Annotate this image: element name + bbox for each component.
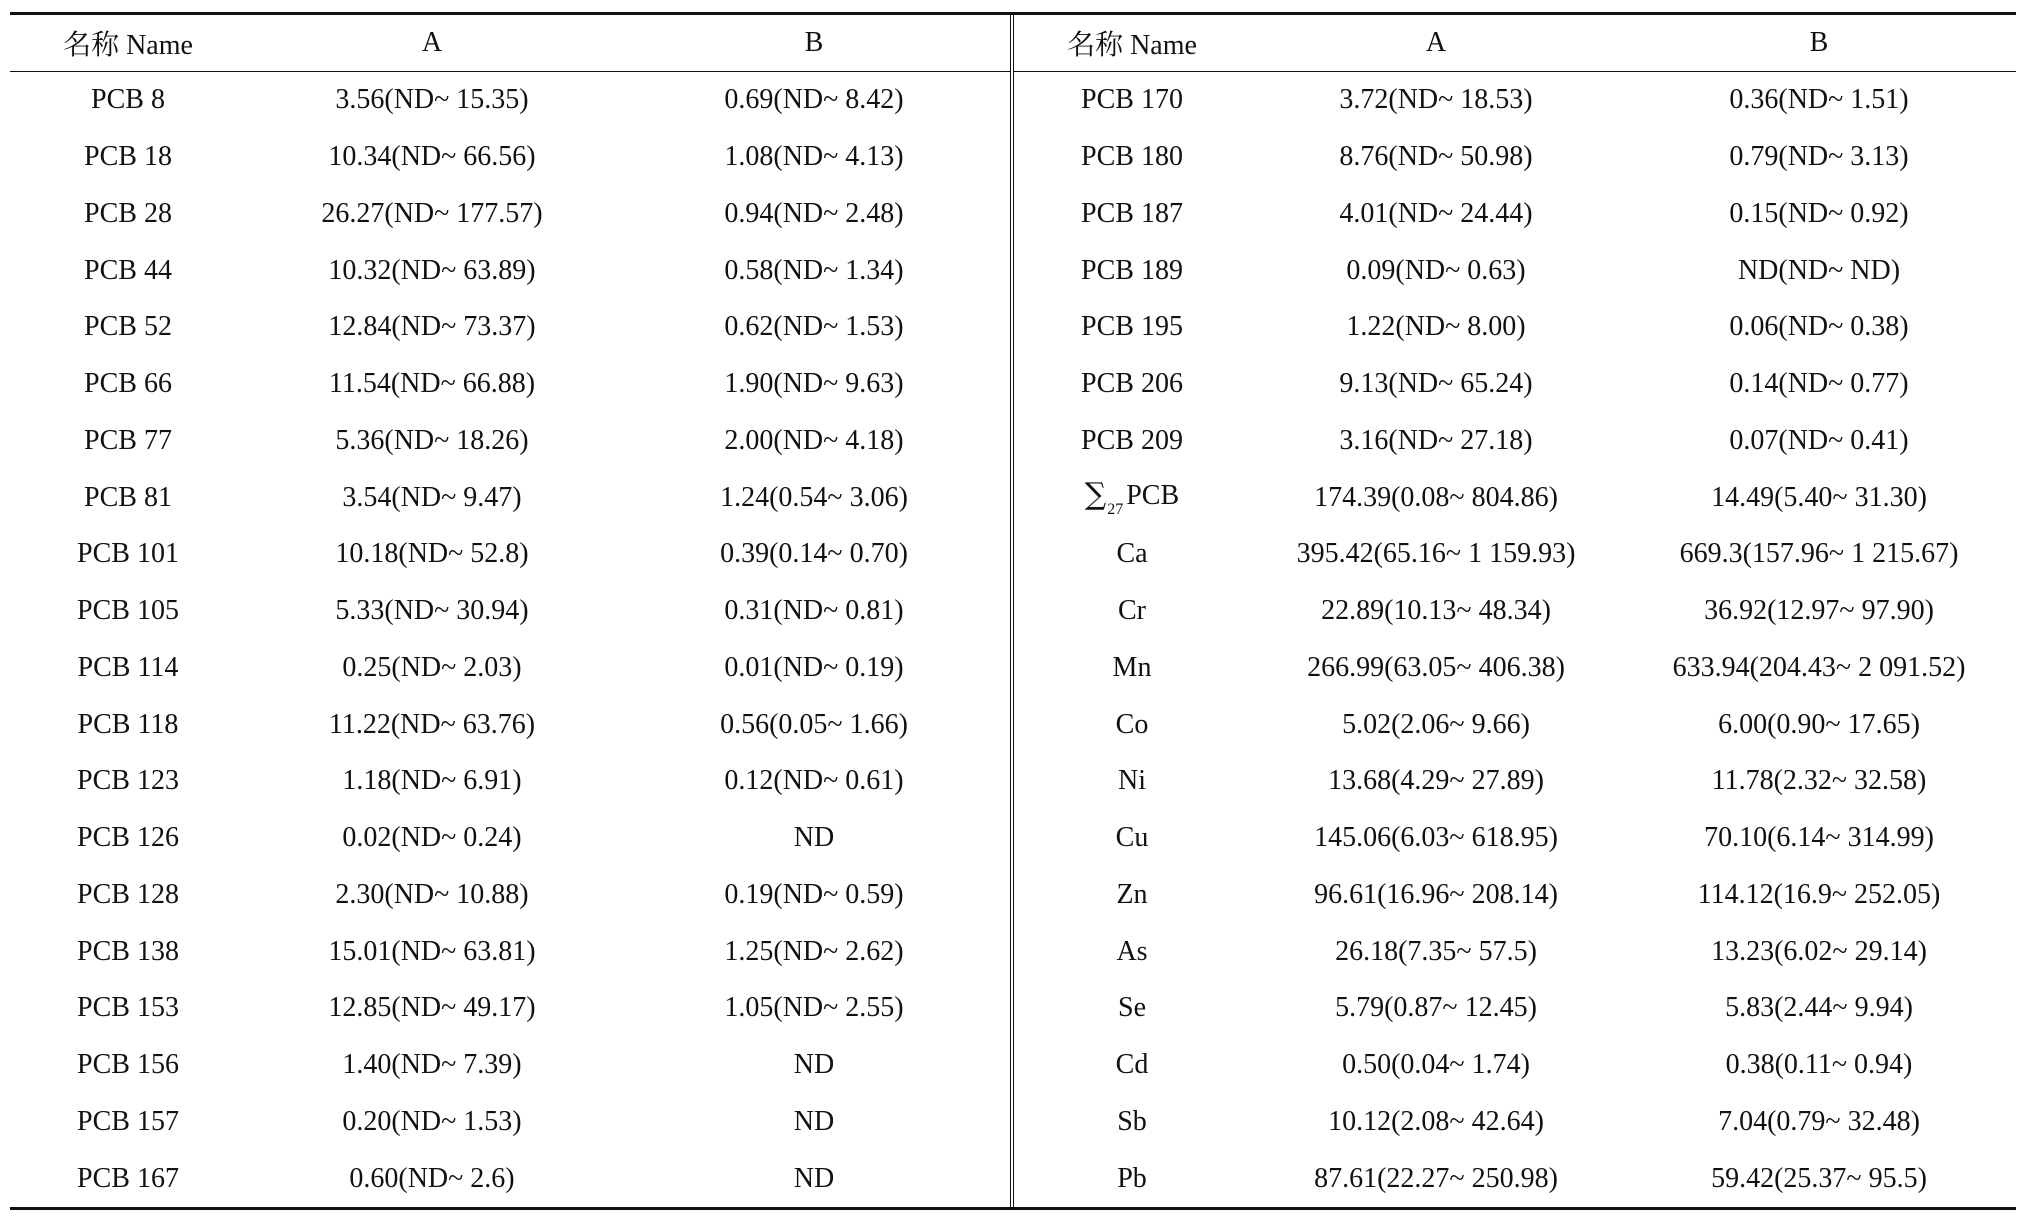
cell-a: 3.54(ND~ 9.47): [342, 481, 522, 513]
cell-b: 0.15(ND~ 0.92): [1729, 197, 1909, 229]
cell-name: PCB 126: [77, 822, 179, 854]
cell-b: 14.49(5.40~ 31.30): [1711, 481, 1927, 513]
table-row: [10, 469, 1010, 526]
cell-name: PCB 189: [1081, 254, 1183, 286]
cell-a: 0.60(ND~ 2.6): [349, 1162, 515, 1194]
sigma-subscript: 27: [1107, 500, 1124, 518]
cell-a: 22.89(10.13~ 48.34): [1321, 595, 1551, 627]
table-row: [1014, 640, 2016, 697]
cell-name: PCB 187: [1081, 197, 1183, 229]
table-row: [1014, 413, 2016, 470]
cell-a: 26.18(7.35~ 57.5): [1335, 935, 1537, 967]
table-row: [1014, 753, 2016, 810]
cell-name: PCB 128: [77, 878, 179, 910]
column-header-name: 名称 Name: [1014, 15, 1250, 72]
cell-name: PCB 18: [84, 141, 172, 173]
table-row: [1014, 242, 2016, 299]
cell-name: PCB 170: [1081, 84, 1183, 116]
table-row: [10, 526, 1010, 583]
table-row: [10, 1094, 1010, 1151]
cell-b: 0.38(0.11~ 0.94): [1725, 1049, 1913, 1081]
table-row: [10, 640, 1010, 697]
table-row: [1014, 867, 2016, 924]
column-header-a: A: [1250, 15, 1622, 72]
sigma-symbol: ∑: [1084, 476, 1107, 512]
cell-a: 0.02(ND~ 0.24): [342, 822, 522, 854]
cell-b: 0.31(ND~ 0.81): [724, 595, 904, 627]
cell-name: PCB 66: [84, 368, 172, 400]
cell-a: 5.02(2.06~ 9.66): [1342, 708, 1530, 740]
cell-b: 0.56(0.05~ 1.66): [720, 708, 908, 740]
table-row: [10, 583, 1010, 640]
cell-name: PCB 52: [84, 311, 172, 343]
table-row: [10, 186, 1010, 243]
cell-b: 36.92(12.97~ 97.90): [1704, 595, 1934, 627]
cell-name: [1014, 469, 1250, 526]
cell-a: 1.40(ND~ 7.39): [342, 1049, 522, 1081]
cell-b: 0.79(ND~ 3.13): [1729, 141, 1909, 173]
table-row: [1014, 1094, 2016, 1151]
cell-a: 12.84(ND~ 73.37): [328, 311, 536, 343]
cell-b: ND: [793, 822, 835, 854]
cell-a: 5.79(0.87~ 12.45): [1335, 992, 1537, 1024]
cell-a: 3.16(ND~ 27.18): [1339, 424, 1533, 456]
cell-b: 1.90(ND~ 9.63): [724, 368, 904, 400]
cell-name: PCB 156: [77, 1049, 179, 1081]
cell-a: 10.12(2.08~ 42.64): [1328, 1105, 1544, 1137]
cell-name: PCB 77: [84, 424, 172, 456]
table-row: [1014, 356, 2016, 413]
cell-name: PCB 180: [1081, 141, 1183, 173]
table-row: [1014, 469, 2016, 526]
cell-a: 3.56(ND~ 15.35): [335, 84, 529, 116]
cell-b: 6.00(0.90~ 17.65): [1718, 708, 1920, 740]
cell-a: 87.61(22.27~ 250.98): [1314, 1162, 1558, 1194]
cell-a: 26.27(ND~ 177.57): [321, 197, 543, 229]
table-row: [10, 867, 1010, 924]
cell-a: 1.22(ND~ 8.00): [1346, 311, 1526, 343]
data-table: [10, 12, 2016, 1210]
cell-b: 2.00(ND~ 4.18): [724, 424, 904, 456]
cell-a: 3.72(ND~ 18.53): [1339, 84, 1533, 116]
table-right-half: [1014, 15, 2016, 1207]
table-row: [10, 980, 1010, 1037]
cell-b: 70.10(6.14~ 314.99): [1704, 822, 1934, 854]
table-row: [1014, 129, 2016, 186]
cell-name: Mn: [1112, 651, 1152, 683]
cell-b: 5.83(2.44~ 9.94): [1725, 992, 1913, 1024]
table-row: [10, 1037, 1010, 1094]
cell-name: PCB 101: [77, 538, 179, 570]
table-row: [1014, 583, 2016, 640]
cell-a: 2.30(ND~ 10.88): [335, 878, 529, 910]
cell-b: 59.42(25.37~ 95.5): [1711, 1162, 1927, 1194]
cell-b: ND: [793, 1162, 835, 1194]
cell-b: 0.69(ND~ 8.42): [724, 84, 904, 116]
cell-b: 0.06(ND~ 0.38): [1729, 311, 1909, 343]
cell-a: 5.33(ND~ 30.94): [335, 595, 529, 627]
cell-name: Sb: [1117, 1105, 1147, 1137]
cell-a: 0.20(ND~ 1.53): [342, 1105, 522, 1137]
cell-b: 0.94(ND~ 2.48): [724, 197, 904, 229]
table-left-half: [10, 15, 1010, 1207]
column-header-b: B: [1622, 15, 2016, 72]
header-row: [10, 15, 1010, 72]
cell-b: 1.05(ND~ 2.55): [724, 992, 904, 1024]
cell-name: PCB 167: [77, 1162, 179, 1194]
table-left: [10, 15, 1010, 1207]
cell-name: PCB 114: [77, 651, 179, 683]
cell-a: 266.99(63.05~ 406.38): [1307, 651, 1565, 683]
table-row: [10, 242, 1010, 299]
cell-b: 0.14(ND~ 0.77): [1729, 368, 1909, 400]
cell-name: PCB 123: [77, 765, 179, 797]
table-row: [10, 753, 1010, 810]
cell-a: 0.50(0.04~ 1.74): [1342, 1049, 1530, 1081]
cell-name: Zn: [1116, 878, 1148, 910]
cell-name: Ca: [1116, 538, 1148, 570]
cell-b: 1.08(ND~ 4.13): [724, 141, 904, 173]
cell-name: As: [1116, 935, 1148, 967]
table-row: [10, 923, 1010, 980]
table-row: [1014, 299, 2016, 356]
cell-b: 11.78(2.32~ 32.58): [1711, 765, 1927, 797]
table-row: [10, 299, 1010, 356]
cell-name: Cd: [1115, 1049, 1149, 1081]
table-row: [10, 696, 1010, 753]
cell-name: PCB 153: [77, 992, 179, 1024]
cell-a: 13.68(4.29~ 27.89): [1328, 765, 1544, 797]
cell-a: 145.06(6.03~ 618.95): [1314, 822, 1558, 854]
cell-name: PCB 138: [77, 935, 179, 967]
cell-b: 0.01(ND~ 0.19): [724, 651, 904, 683]
cell-a: 11.54(ND~ 66.88): [328, 368, 536, 400]
table-row: [1014, 186, 2016, 243]
cell-b: 0.58(ND~ 1.34): [724, 254, 904, 286]
table-row: [10, 810, 1010, 867]
cell-name: PCB 118: [77, 708, 179, 740]
cell-a: 0.25(ND~ 2.03): [342, 651, 522, 683]
cell-a: 8.76(ND~ 50.98): [1339, 141, 1533, 173]
cell-b: ND: [793, 1105, 835, 1137]
table-row: [1014, 1037, 2016, 1094]
cell-name: PCB 81: [84, 481, 172, 513]
cell-a: 10.18(ND~ 52.8): [335, 538, 529, 570]
table-row: [1014, 1150, 2016, 1207]
cell-b: 669.3(157.96~ 1 215.67): [1679, 538, 1959, 570]
cell-name: Cr: [1118, 595, 1146, 627]
table-row: [10, 413, 1010, 470]
cell-b: 13.23(6.02~ 29.14): [1711, 935, 1927, 967]
table-row: [1014, 980, 2016, 1037]
sigma-label: PCB: [1126, 479, 1180, 511]
table-left-body: [10, 72, 1010, 1208]
cell-b: 0.39(0.14~ 0.70): [720, 538, 908, 570]
cell-b: 114.12(16.9~ 252.05): [1697, 878, 1941, 910]
cell-name: Pb: [1117, 1162, 1147, 1194]
table-row: [1014, 526, 2016, 583]
cell-name: Co: [1115, 708, 1149, 740]
table-row: [10, 72, 1010, 129]
cell-b: 0.12(ND~ 0.61): [724, 765, 904, 797]
cell-a: 395.42(65.16~ 1 159.93): [1296, 538, 1576, 570]
cell-b: 0.36(ND~ 1.51): [1729, 84, 1909, 116]
cell-a: 0.09(ND~ 0.63): [1346, 254, 1526, 286]
table-row: [10, 356, 1010, 413]
cell-b: 0.19(ND~ 0.59): [724, 878, 904, 910]
cell-b: 7.04(0.79~ 32.48): [1718, 1105, 1920, 1137]
cell-b: 1.24(0.54~ 3.06): [720, 481, 908, 513]
cell-name: PCB 195: [1081, 311, 1183, 343]
cell-name: Cu: [1115, 822, 1149, 854]
table-row: [10, 129, 1010, 186]
table-row: [1014, 696, 2016, 753]
cell-a: 1.18(ND~ 6.91): [342, 765, 522, 797]
cell-a: 4.01(ND~ 24.44): [1339, 197, 1533, 229]
cell-a: 10.32(ND~ 63.89): [328, 254, 536, 286]
cell-name: PCB 206: [1081, 368, 1183, 400]
cell-a: 9.13(ND~ 65.24): [1339, 368, 1533, 400]
cell-a: 10.34(ND~ 66.56): [328, 141, 536, 173]
cell-b: ND: [793, 1049, 835, 1081]
cell-a: 15.01(ND~ 63.81): [328, 935, 536, 967]
cell-b: 0.62(ND~ 1.53): [724, 311, 904, 343]
cell-name: PCB 157: [77, 1105, 179, 1137]
cell-name: PCB 105: [77, 595, 179, 627]
cell-name: PCB 44: [84, 254, 172, 286]
table-row: [1014, 72, 2016, 129]
column-header-name: 名称 Name: [10, 15, 246, 72]
cell-a: 5.36(ND~ 18.26): [335, 424, 529, 456]
cell-a: 12.85(ND~ 49.17): [328, 992, 536, 1024]
cell-name: PCB 209: [1081, 424, 1183, 456]
table-row: [10, 1150, 1010, 1207]
cell-b: 0.07(ND~ 0.41): [1729, 424, 1909, 456]
cell-a: 11.22(ND~ 63.76): [328, 708, 536, 740]
table-row: [1014, 923, 2016, 980]
column-header-b: B: [618, 15, 1010, 72]
cell-b: 633.94(204.43~ 2 091.52): [1672, 651, 1966, 683]
cell-name: PCB 28: [84, 197, 172, 229]
header-row: [1014, 15, 2016, 72]
cell-name: Ni: [1118, 765, 1146, 797]
cell-a: 96.61(16.96~ 208.14): [1314, 878, 1558, 910]
table-row: [1014, 810, 2016, 867]
cell-name: Se: [1118, 992, 1146, 1024]
table-right: [1014, 15, 2016, 1207]
cell-b: 1.25(ND~ 2.62): [724, 935, 904, 967]
table-right-body: [1014, 72, 2016, 1208]
cell-b: ND(ND~ ND): [1737, 254, 1901, 286]
cell-name: PCB 8: [91, 84, 165, 116]
cell-a: 174.39(0.08~ 804.86): [1314, 481, 1558, 513]
column-header-a: A: [246, 15, 618, 72]
